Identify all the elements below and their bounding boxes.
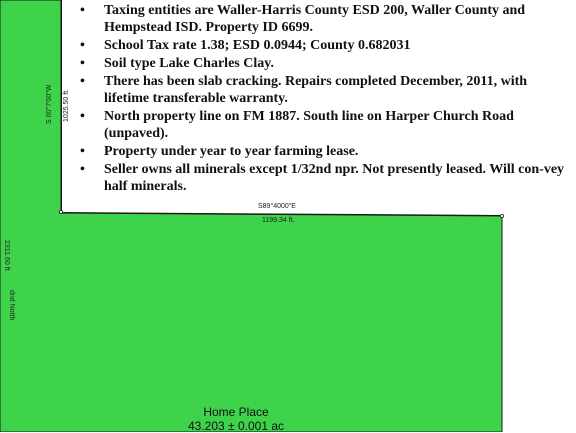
- bearing-left-top-label: S 00°7'00"W: [46, 84, 53, 124]
- distance-left-label: 2311.60 ft: [3, 240, 10, 271]
- distance-left-top-label: 1025.50 ft.: [63, 88, 70, 122]
- note-item: • There has been slab cracking. Repairs completed December, 2011, with lifetime transferable warranty.: [78, 73, 572, 107]
- corner-marker: [59, 210, 62, 213]
- note-item: • Soil type Lake Charles Clay.: [78, 55, 572, 72]
- corner-marker: [500, 214, 503, 217]
- note-item: • North property line on FM 1887. South line on Harper Church Road (unpaved).: [78, 108, 572, 142]
- note-item: • Property under year to year farming lease.: [78, 143, 572, 160]
- property-notes-list: [78, 2, 572, 196]
- place-area: 43.203 ± 0.001 ac: [188, 419, 284, 433]
- place-name: Home Place: [203, 405, 269, 419]
- distance-top-label: 1199.34 ft.: [262, 217, 295, 224]
- note-item: • Seller owns all minerals except 1/32nd npr. Not presently leased. Will con-vey half minerals.: [78, 161, 572, 195]
- note-item: • School Tax rate 1.38; ESD 0.0944; County 0.682031: [78, 37, 572, 54]
- bearing-left-label: dnd Notth: [8, 290, 15, 321]
- bearing-top-label: S89°4000"E: [258, 203, 296, 210]
- note-item: • Taxing entities are Waller-Harris County ESD 200, Waller County and Hempstead ISD. Property ID 6699.: [78, 2, 572, 36]
